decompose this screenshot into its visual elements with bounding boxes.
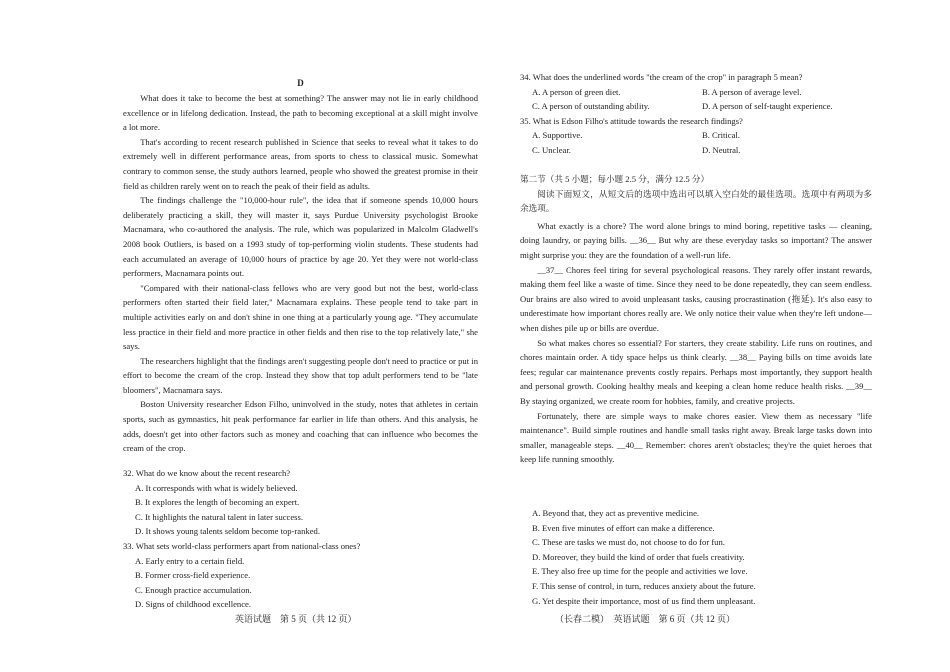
option: D. Moreover, they build the kind of order that fuels creativity. <box>532 551 745 562</box>
option: C. A person of outstanding ability. <box>532 101 650 112</box>
option: C. It highlights the natural talent in later success. <box>135 511 304 522</box>
option: B. Even five minutes of effort can make a difference. <box>532 522 715 533</box>
option: B. Critical. <box>702 130 740 141</box>
paragraph: So what makes chores so essential? For starters, they create stability. Life runs on routines, and chores maintain order. A tidy space helps us think clearly. __38__ Paying bills on time avoids late fees; regular car maintenance prevents costly repairs. Perhaps most importantly, they support health and personal growth. Cooking healthy meals and keeping a clean home reduce health risks. __39__ By staying organized, we create room for hobbies, family, and creative projects. <box>520 337 872 406</box>
question-32: 32. What do we know about the recent research? <box>123 468 291 478</box>
cloze-section <box>520 172 872 467</box>
option: B. A person of average level. <box>702 86 802 97</box>
section-instructions: 阅读下面短文，从短文后的选项中选出可以填入空白处的最佳选项。选项中有两项为多余选项。 <box>520 188 872 214</box>
option: A. Supportive. <box>532 130 583 141</box>
option: C. Unclear. <box>532 144 571 155</box>
option: E. They also free up time for the people and activities we love. <box>532 566 748 577</box>
question-35: 35. What is Edson Filho's attitude towards the research findings? <box>520 115 743 126</box>
option: G. Yet despite their importance, most of us find them unpleasant. <box>532 595 756 606</box>
option: A. A person of green diet. <box>532 86 621 97</box>
option: B. Former cross-field experience. <box>135 570 251 581</box>
passage-title: D <box>297 78 304 88</box>
section-heading: 第二节（共 5 小题；每小题 2.5 分，满分 12.5 分） <box>520 174 710 184</box>
paragraph: What does it take to become the best at something? The answer may not lie in early childhood excellence or in lifelong dedication. Instead, the path to becoming exceptional at a skill might involve a lot more. <box>123 93 478 133</box>
option: A. It corresponds with what is widely believed. <box>135 482 298 493</box>
option: C. Enough practice accumulation. <box>135 584 252 595</box>
passage-d <box>123 91 478 456</box>
option: D. It shows young talents seldom become top-ranked. <box>135 526 320 537</box>
paragraph: That's according to recent research published in Science that seeks to reveal what it takes to do extremely well in different performance areas, from sports to chess to classical music. Somewhat contrary to common sense, the study authors learned, people who showed the greatest promise in their field as children rarely went on to reach the peak of their field as adults. <box>123 136 478 191</box>
question-34: 34. What does the underlined words "the cream of the crop" in paragraph 5 mean? <box>520 72 803 82</box>
questions-34-35 <box>520 70 872 158</box>
paragraph: Boston University researcher Edson Filho, uninvolved in the study, notes that athletes in certain sports, such as gymnastics, hit peak performance far earlier in life than others. And this analysis, he adds, doesn't get into other factors such as money and coaching that can influence who becomes the cream of the crop. <box>123 399 478 454</box>
option: B. It explores the length of becoming an expert. <box>135 497 300 508</box>
option: A. Early entry to a certain field. <box>135 555 245 566</box>
option: D. Neutral. <box>702 144 741 155</box>
question-33: 33. What sets world-class performers apart from national-class ones? <box>123 540 361 551</box>
paragraph: The researchers highlight that the findings aren't suggesting people don't need to practice or put in effort to become the cream of the crop. Instead they show that top adult performers tend to be "late bloomers", Macnamara says. <box>123 355 478 395</box>
cloze-options <box>520 506 872 608</box>
option: C. These are tasks we must do, not choose to do for fun. <box>532 537 725 548</box>
paragraph: __37__ Chores feel tiring for several psychological reasons. They rarely offer instant rewards, making them feel like a waste of time. Since they need to be done repeatedly, they can seem endless. Our brains are also wired to avoid unpleasant tasks, causing procrastination (拖延). It's also easy to underestimate how important chores really are. We only notice their value when they're left undone—when dishes pile up or bills are overdue. <box>520 264 872 333</box>
option: A. Beyond that, they act as preventive medicine. <box>532 508 700 518</box>
option: F. This sense of control, in turn, reduces anxiety about the future. <box>532 580 756 591</box>
questions-32-33 <box>123 466 478 612</box>
paragraph: Fortunately, there are simple ways to make chores easier. View them as necessary "life maintenance". Build simple routines and handle small tasks right away. Break large tasks down into smaller, manageable steps. __40__ Remember: chores aren't obstacles; they're the quiet heroes that keep life running smoothly. <box>520 410 872 465</box>
option: D. A person of self-taught experience. <box>702 101 833 112</box>
option: D. Signs of childhood excellence. <box>135 599 251 610</box>
paragraph: What exactly is a chore? The word alone brings to mind boring, repetitive tasks — cleaning, doing laundry, or paying bills. __36__ But why are these everyday tasks so important? The answer might surprise you: they are the foundation of a well-run life. <box>520 220 872 260</box>
page-footer: （长春二模） 英语试题 第 6 页（共 12 页） <box>555 614 736 624</box>
paragraph: The findings challenge the "10,000-hour rule", the idea that if someone spends 10,000 hours deliberately practicing a skill, they will master it, says Purdue University psychologist Brooke Macnamara, who co-authored the analysis. The rule, which was popularized in Malcolm Gladwell's 2008 book Outliers, is based on a 1993 study of top-performing violin students. These students had each accumulated an average of 10,000 hours of practice by age 20. Yet they were not world-class performers, Macnamara points out. <box>123 195 478 279</box>
paragraph: "Compared with their national-class fellows who are very good but not the best, world-class performers often started their field later," Macnamara explains. These people tend to take part in multiple activities early on and don't shine in one thing at a particularly young age. "They accumulate less practice in their field and more practice in other fields and then rise to the top relatively late," she says. <box>123 282 478 352</box>
page-footer: 英语试题 第 5 页（共 12 页） <box>235 614 357 624</box>
